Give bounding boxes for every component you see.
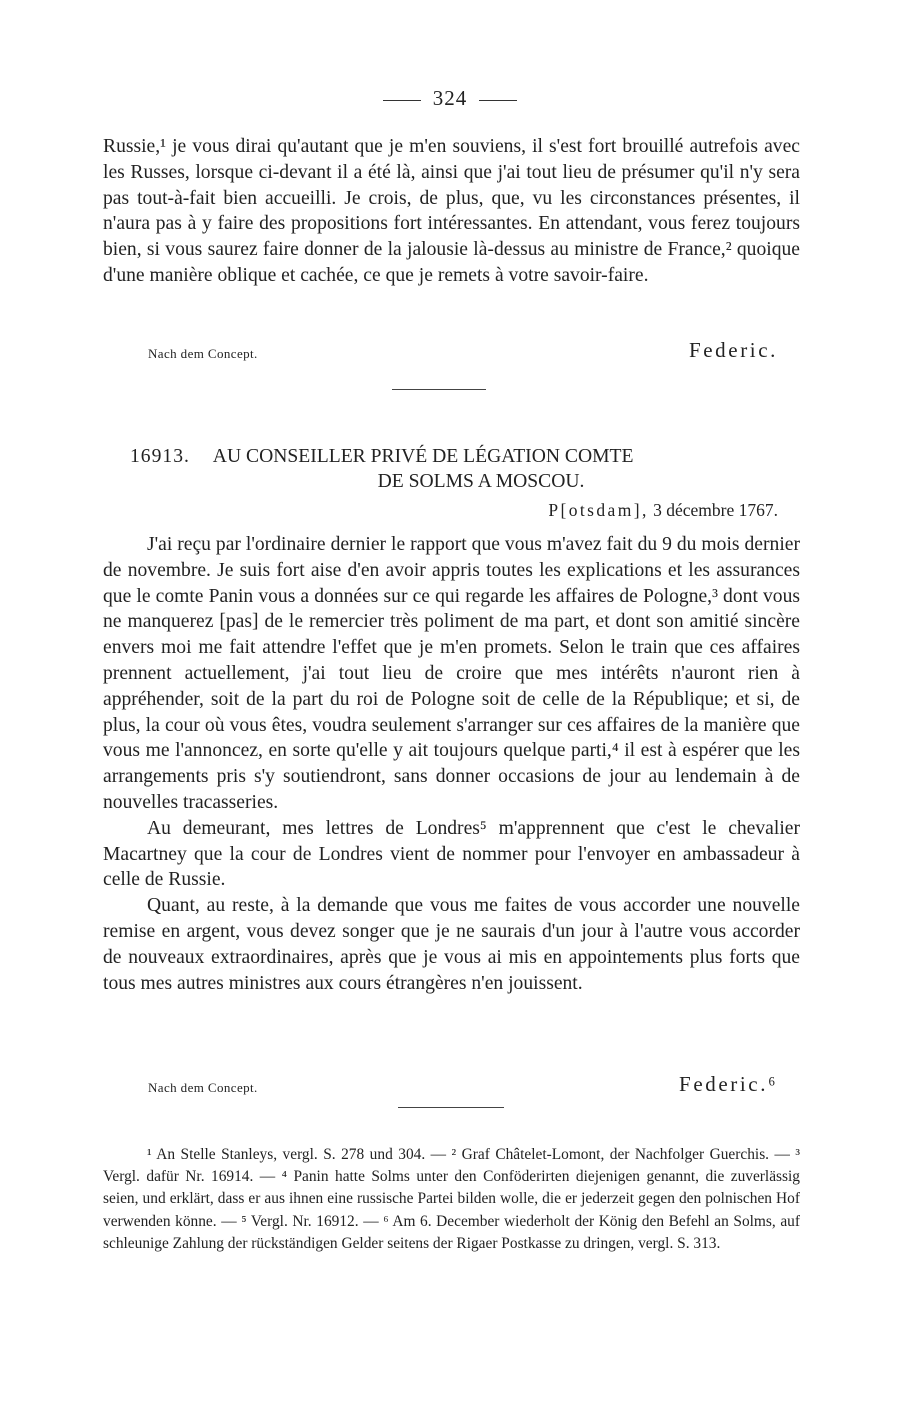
source-note: Nach dem Concept. bbox=[148, 1080, 258, 1095]
letter-dateline bbox=[548, 500, 778, 521]
footnote-divider bbox=[398, 1107, 504, 1108]
page-number-dash-left bbox=[383, 100, 421, 101]
page-number-dash-right bbox=[479, 100, 517, 101]
source-note: Nach dem Concept. bbox=[148, 346, 258, 361]
continuation-text bbox=[103, 134, 800, 289]
letter-title-line2: DE SOLMS A MOSCOU. bbox=[377, 471, 585, 492]
letter-heading bbox=[130, 444, 770, 494]
footnote-text: ¹ An Stelle Stanleys, vergl. S. 278 und 304. — ² Graf Châtelet-Lomont, der Nachfolger Guerchis. — ³ Vergl. dafür Nr. 16914. — ⁴ Panin hatte Solms unter den Conföderirten diejenigen genannt, die zuverlässig seien, und erklärt, dass er aus ihnen eine russische Partei bilden wolle, die er jederzeit gegen den polnischen Hof verwenden könne. — ⁵ Vergl. Nr. 16912. — ⁶ Am 6. December wiederholt der König den Befehl an Solms, auf schleunige Zahlung der rückständigen Gelder seitens der Rigaer Postkasse zu dringen, vergl. S. 313. bbox=[103, 1146, 800, 1252]
letter-date: 3 décembre 1767. bbox=[653, 500, 778, 520]
signature: Federic. bbox=[688, 338, 778, 362]
signature: Federic.⁶ bbox=[679, 1072, 778, 1096]
letter-body bbox=[103, 532, 800, 996]
letter-paragraph: Quant, au reste, à la demande que vous me faites de vous accorder une nouvelle remise en argent, vous devez songer que je ne saurais d'un jour à l'autre vous accorder de nouveaux extraordinaires, après que je vous ai mis en appointements plus forts que tous mes autres ministres aux cours étrangères n'en jouissent. bbox=[103, 895, 800, 994]
continuation-paragraph: Russie,¹ je vous dirai qu'autant que je m'en souviens, il s'est fort brouillé autrefois avec les Russes, lorsque ci-devant il a été là, ainsi que j'ai tout lieu de présumer qu'il n'y sera pas tout-à-fait bien accueilli. Je crois, de plus, que, vu les circonstances présentes, il n'aura pas à y faire des propositions fort intéressantes. En attendant, vous ferez toujours bien, si vous saurez faire donner de la jalousie là-dessus au ministre de France,² quoique d'une manière oblique et cachée, ce que je remets à votre savoir-faire. bbox=[103, 136, 800, 286]
letter-paragraph: J'ai reçu par l'ordinaire dernier le rapport que vous m'avez fait du 9 du mois dernier de novembre. Je suis fort aise d'en avoir appris toutes les explications et les assurances que le comte Panin vous a données sur ce qui regarde les affaires de Pologne,³ dont vous ne manquerez [pas] de le remercier très poliment de ma part, et dont son amitié sincère envers moi me fait attendre l'effet que je m'en promets. Selon le train que ces affaires prennent actuellement, j'ai tout lieu de croire que mes intérêts n'auront rien à appréhender, soit de la part du roi de Pologne soit de celle de la République; et si, de plus, la cour où vous êtes, voudra seulement s'arranger sur ces affaires de la manière que vous me l'annoncez, en sorte qu'elle y ait toujours quelque parti,⁴ il est à espérer que les arrangements pris s'y soutiendront, sans donner occasions de jour au lendemain à de nouvelles tracasseries. bbox=[103, 534, 800, 813]
letter-paragraph: Au demeurant, mes lettres de Londres⁵ m'apprennent que c'est le chevalier Macartney que la cour de Londres vient de nommer pour l'envoyer en ambassadeur à celle de Russie. bbox=[103, 817, 800, 891]
letter-title-line1: AU CONSEILLER PRIVÉ DE LÉGATION COMTE bbox=[212, 446, 634, 467]
section-divider bbox=[392, 389, 486, 390]
letter-number: 16913. bbox=[130, 446, 190, 467]
page-number-line bbox=[0, 86, 900, 111]
letter-place: P[otsdam], bbox=[548, 500, 649, 520]
footnotes bbox=[103, 1144, 800, 1255]
page-number: 324 bbox=[432, 86, 468, 110]
